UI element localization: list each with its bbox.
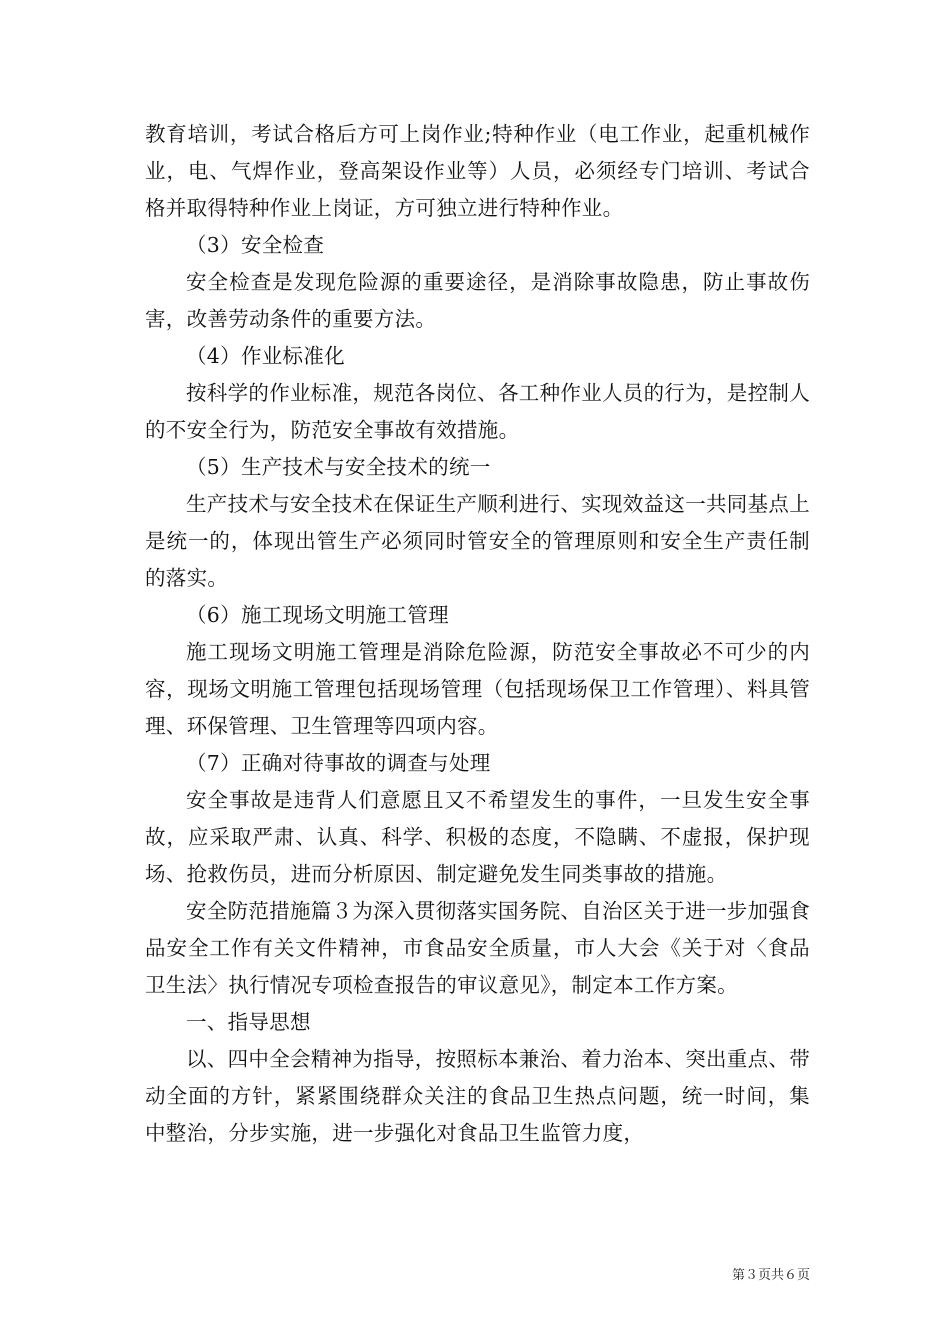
- paragraph-article-3-intro: 安全防范措施篇３为深入贯彻落实国务院、自治区关于进一步加强食品安全工作有关文件精神，市食品安全质量，市人大会《关于对〈食品卫生法〉执行情况专项检查报告的审议意见》，制定本工作方案。: [145, 899, 810, 997]
- paragraph-technology-unification: 生产技术与安全技术在保证生产顺利进行、实现效益这一共同基点上是统一的，体现出管生产必须同时管安全的管理原则和安全生产责任制的落实。: [145, 492, 810, 590]
- paragraph-guiding-ideology: 以、四中全会精神为指导，按照标本兼治、着力治本、突出重点、带动全面的方针，紧紧围绕群众关注的食品卫生热点问题，统一时间，集中整治，分步实施，进一步强化对食品卫生监管力度，: [145, 1047, 810, 1145]
- paragraph-site-management: 施工现场文明施工管理是消除危险源，防范安全事故必不可少的内容，现场文明施工管理包括现场管理（包括现场保卫工作管理）、料具管理、环保管理、卫生管理等四项内容。: [145, 640, 810, 738]
- paragraph-continuation: 教育培训，考试合格后方可上岗作业;特种作业（电工作业，起重机械作业，电、气焊作业，登高架设作业等）人员，必须经专门培训、考试合格并取得特种作业上岗证，方可独立进行特种作业。: [145, 122, 810, 220]
- heading-site-management: （6）施工现场文明施工管理: [186, 603, 449, 627]
- heading-work-standardization: （4）作业标准化: [186, 344, 345, 368]
- page-number: 第３页共６页: [731, 1268, 810, 1283]
- paragraph-work-standardization: 按科学的作业标准，规范各岗位、各工种作业人员的行为，是控制人的不安全行为，防范安全事故有效措施。: [145, 381, 810, 442]
- heading-accident-handling: （7）正确对待事故的调查与处理: [186, 751, 491, 775]
- paragraph-accident-handling: 安全事故是违背人们意愿且又不希望发生的事件，一旦发生安全事故，应采取严肃、认真、科学、积极的态度，不隐瞒、不虚报，保护现场、抢救伤员，进而分析原因、制定避免发生同类事故的措施。: [145, 788, 810, 886]
- paragraph-safety-inspection: 安全检查是发现危险源的重要途径，是消除事故隐患，防止事故伤害，改善劳动条件的重要方法。: [145, 270, 810, 331]
- heading-safety-inspection: （3）安全检查: [186, 233, 325, 257]
- heading-guiding-ideology: 一、指导思想: [186, 1010, 311, 1034]
- heading-technology-unification: （5）生产技术与安全技术的统一: [186, 455, 491, 479]
- document-body: [145, 116, 810, 1152]
